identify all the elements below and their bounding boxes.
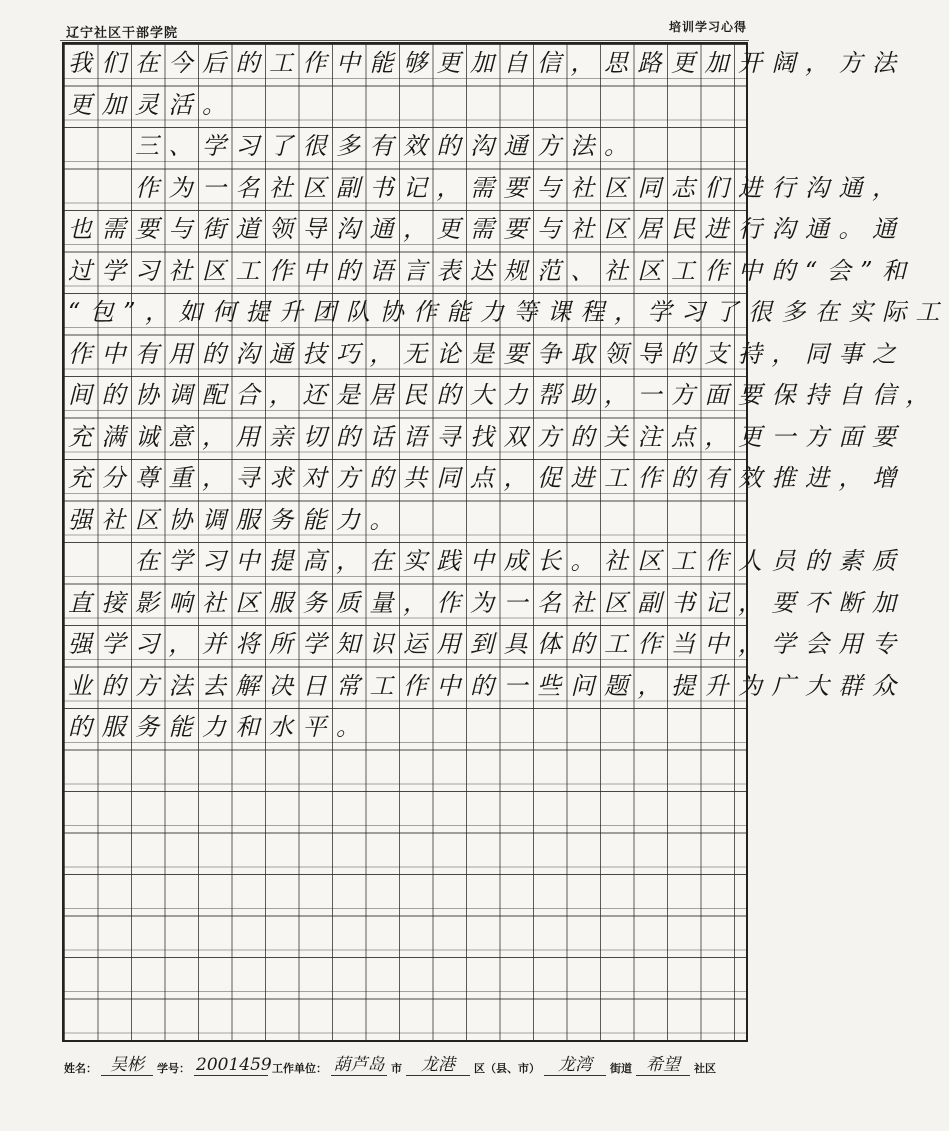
text-line: 作中有用的沟通技巧，无论是要争取领导的支持，同事之 bbox=[68, 339, 906, 368]
text-line: 业的方法去解决日常工作中的一些问题，提升为广大群众 bbox=[68, 671, 906, 700]
street-value: 龙湾 bbox=[544, 1050, 606, 1076]
work-unit-label: 工作单位： bbox=[272, 1062, 327, 1075]
text-line: 过学习社区工作中的语言表达规范、社区工作中的“会”和 bbox=[68, 256, 916, 285]
header-divider bbox=[60, 40, 749, 41]
text-line: 直接影响社区服务质量，作为一名社区副书记，要不断加 bbox=[68, 588, 906, 617]
handwritten-text bbox=[68, 46, 949, 752]
city-label: 市 bbox=[391, 1062, 402, 1075]
city-value: 葫芦岛 bbox=[331, 1050, 387, 1076]
community-label: 社区 bbox=[694, 1062, 716, 1075]
text-line: 在学习中提高，在实践中成长。社区工作人员的素质 bbox=[68, 547, 906, 575]
street-label: 街道 bbox=[610, 1062, 632, 1075]
text-line: 的服务能力和水平。 bbox=[68, 713, 370, 741]
text-line: 我们在今后的工作中能够更加自信，思路更加开阔，方法 bbox=[68, 49, 906, 77]
text-line: 也需要与街道领导沟通，更需要与社区居民进行沟通。通 bbox=[68, 215, 906, 243]
text-line: 强社区协调服务能力。 bbox=[68, 505, 403, 534]
student-id-value: 2001459 bbox=[196, 1055, 272, 1075]
student-info-footer bbox=[64, 1050, 754, 1076]
district-value: 龙港 bbox=[406, 1050, 470, 1076]
text-line: 强学习，并将所学知识运用到具体的工作当中，学会用专 bbox=[68, 630, 906, 658]
text-line: 充满诚意，用亲切的话语寻找双方的关注点，更一方面要 bbox=[68, 422, 906, 451]
text-line: 间的协调配合，还是居民的大力帮助，一方面要保持自信， bbox=[68, 381, 939, 409]
name-label: 姓名： bbox=[64, 1062, 97, 1075]
text-line: 作为一名社区副书记，需要与社区同志们进行沟通， bbox=[68, 173, 906, 202]
text-line: “包”，如何提升团队协作能力等课程，学习了很多在实际工 bbox=[68, 298, 949, 326]
text-line: 三、学习了很多有效的沟通方法。 bbox=[68, 132, 638, 160]
text-line: 充分尊重，寻求对方的共同点，促进工作的有效推进，增 bbox=[68, 464, 906, 492]
institution-name: 辽宁社区干部学院 bbox=[66, 26, 179, 41]
document-type: 培训学习心得 bbox=[668, 20, 747, 34]
community-value: 希望 bbox=[636, 1050, 690, 1076]
district-label: 区（县、市） bbox=[474, 1062, 540, 1075]
name-value: 吴彬 bbox=[101, 1050, 153, 1076]
student-id-label: 学号： bbox=[157, 1062, 190, 1075]
text-line: 更加灵活。 bbox=[68, 90, 236, 119]
